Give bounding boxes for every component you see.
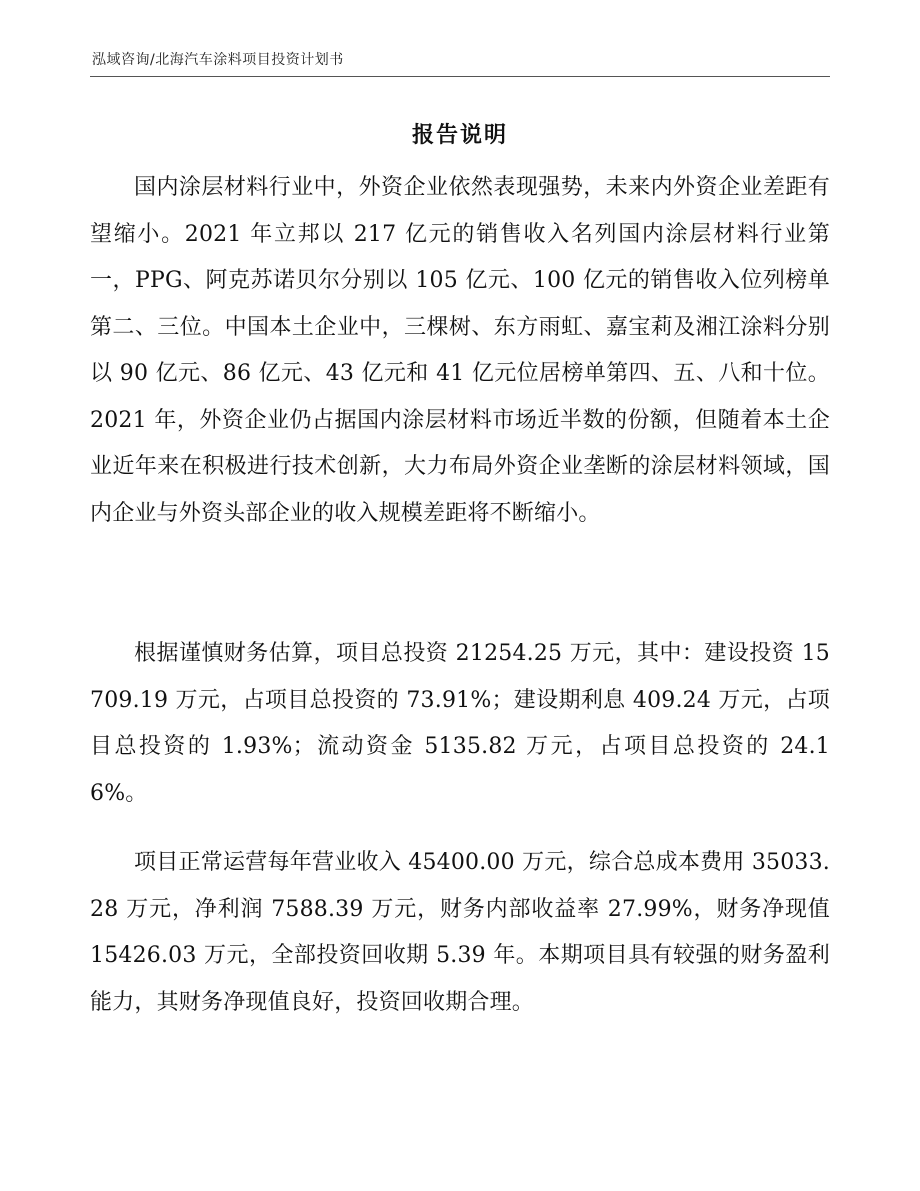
paragraph-industry-overview: 国内涂层材料行业中，外资企业依然表现强势，未来内外资企业差距有望缩小。2021 年立邦以 217 亿元的销售收入名列国内涂层材料行业第一，PPG、阿克苏诺贝尔分别以 105 亿元、100 亿元的销售收入位列榜单第二、三位。中国本土企业中，三棵树、东方雨虹、嘉宝莉及湘江涂料分别以 90 亿元、86 亿元、43 亿元和 41 亿元位居榜单第四、五、八和十位。2021 年，外资企业仍占据国内涂层材料市场近半数的份额，但随着本土企业近年来在积极进行技术创新，大力布局外资企业垄断的涂层材料领域，国内企业与外资头部企业的收入规模差距将不断缩小。 (90, 175, 830, 526)
paragraph-investment-estimate: 根据谨慎财务估算，项目总投资 21254.25 万元，其中：建设投资 15709.19 万元，占项目总投资的 73.91%；建设期利息 409.24 万元，占项目总投资的 1.93%；流动资金 5135.82 万元，占项目总投资的 24.16%。 (90, 641, 830, 806)
running-header: 泓域咨询/北海汽车涂料项目投资计划书 (92, 52, 344, 68)
section-title: 报告说明 (411, 123, 508, 148)
header-divider (90, 76, 830, 77)
paragraph-financial-returns: 项目正常运营每年营业收入 45400.00 万元，综合总成本费用 35033.28 万元，净利润 7588.39 万元，财务内部收益率 27.99%，财务净现值 15426.03 万元，全部投资回收期 5.39 年。本期项目具有较强的财务盈利能力，其财务净现值良好，投资回收期合理。 (90, 850, 830, 1015)
